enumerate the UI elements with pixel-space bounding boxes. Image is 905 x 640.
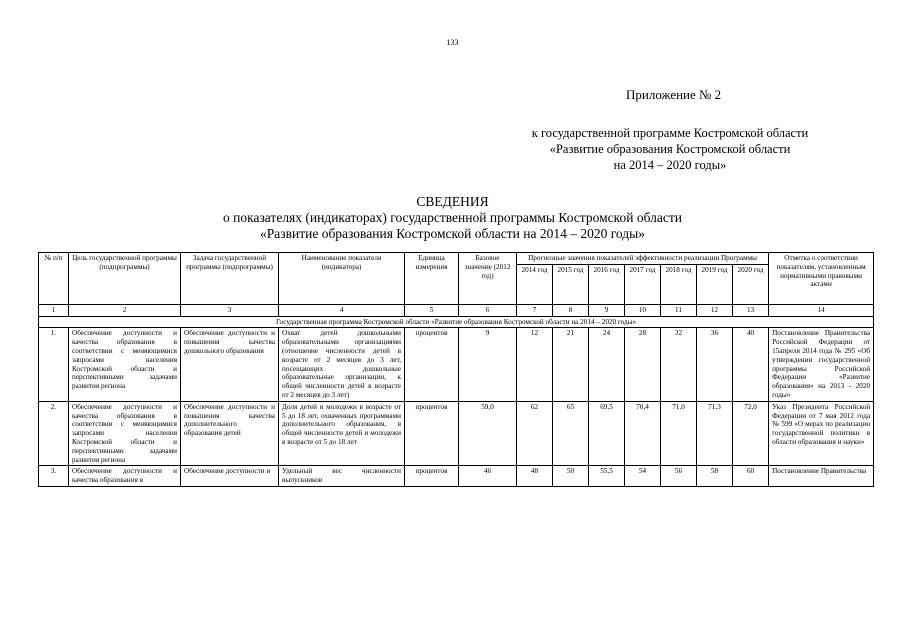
- row-value: 28: [625, 328, 661, 401]
- row-base: 9: [459, 328, 517, 401]
- row-value: 60: [733, 466, 769, 487]
- table-row: [39, 466, 874, 487]
- row-value: 54: [625, 466, 661, 487]
- header-note: Отметка о соответствии показателям, установленным нормативными правовыми актами: [769, 253, 874, 305]
- row-task: Обеспечение доступности и повышения качества дополнительного образования детей: [181, 401, 279, 466]
- row-value: 72,0: [733, 401, 769, 466]
- row-base: 46: [459, 466, 517, 487]
- header-row: [39, 253, 874, 265]
- col-number: 5: [405, 304, 459, 316]
- table-row: [39, 328, 874, 401]
- row-value: 32: [661, 328, 697, 401]
- col-number: 9: [589, 304, 625, 316]
- row-task: Обеспечение доступности и повышения качества дошкольного образования: [181, 328, 279, 401]
- section-title: Государственная программа Костромской области «Развитие образования Костромской области на 2014 – 2020 годы»: [39, 316, 874, 328]
- document-heading: [0, 194, 905, 242]
- col-number: 14: [769, 304, 874, 316]
- row-value: 36: [697, 328, 733, 401]
- header-forecast: Прогнозные значения показателей эффективности реализации Программы: [517, 253, 769, 265]
- col-number: 7: [517, 304, 553, 316]
- col-number: 13: [733, 304, 769, 316]
- col-number: 6: [459, 304, 517, 316]
- row-task: Обеспечение доступности и: [181, 466, 279, 487]
- row-unit: процентов: [405, 466, 459, 487]
- row-value: 71,3: [697, 401, 733, 466]
- header-goal: Цель государственной программы (подпрограммы): [69, 253, 181, 305]
- column-numbers-row: [39, 304, 874, 316]
- col-number: 10: [625, 304, 661, 316]
- row-value: 24: [589, 328, 625, 401]
- appendix-reference: [470, 125, 870, 173]
- appendix-title: Приложение № 2: [626, 87, 722, 102]
- row-indicator: Охват детей дошкольными образовательными организациями (отношение численности детей в возрасте от 2 месяцев до 3 лет, посещающих дошкольные образовательные организации, к общей численности детей в возрасте от 2 месяцев до 3 лет): [279, 328, 405, 401]
- row-value: 62: [517, 401, 553, 466]
- header-year: 2018 год: [661, 264, 697, 304]
- row-value: 50: [553, 466, 589, 487]
- header-base: Базовое значение (2012 год): [459, 253, 517, 305]
- row-goal: Обеспечение доступности и качества образования в соответствии с меняющимися запросами населения Костромской области и перспективными задачами развития региона: [69, 401, 181, 466]
- page-number: 133: [446, 38, 459, 47]
- header-year: 2017 год: [625, 264, 661, 304]
- col-number: 1: [39, 304, 69, 316]
- col-number: 12: [697, 304, 733, 316]
- row-value: 65: [553, 401, 589, 466]
- appendix-ref-line: «Развитие образования Костромской области: [549, 142, 791, 156]
- col-number: 2: [69, 304, 181, 316]
- row-note: Постановление Правительства Российской Федерации от 15апреля 2014 года № 295 «Об утверждении государственной программы Российской Федерации «Развитие образования» на 2013 - 2020 годы»: [769, 328, 874, 401]
- header-year: 2015 год: [553, 264, 589, 304]
- header-unit: Единица измерения: [405, 253, 459, 305]
- row-value: 55,5: [589, 466, 625, 487]
- col-number: 8: [553, 304, 589, 316]
- col-number: 4: [279, 304, 405, 316]
- row-num: 2.: [39, 401, 69, 466]
- appendix-ref-line: на 2014 – 2020 годы»: [613, 158, 727, 172]
- row-num: 1.: [39, 328, 69, 401]
- indicators-table: [38, 252, 874, 487]
- row-value: 56: [661, 466, 697, 487]
- heading-svedeniya: СВЕДЕНИЯ: [416, 194, 489, 209]
- row-value: 71,0: [661, 401, 697, 466]
- heading-line: «Развитие образования Костромской области на 2014 – 2020 годы»: [260, 226, 645, 241]
- row-value: 69,5: [589, 401, 625, 466]
- row-note: Указ Президента Российской Федерации от 7 мая 2012 года № 599 «О мерах по реализации государственной политики в области образования и науки»: [769, 401, 874, 466]
- row-value: 40: [733, 328, 769, 401]
- row-value: 58: [697, 466, 733, 487]
- row-value: 70,4: [625, 401, 661, 466]
- col-number: 3: [181, 304, 279, 316]
- header-num: № п/п: [39, 253, 69, 305]
- row-value: 12: [517, 328, 553, 401]
- row-unit: процентов: [405, 401, 459, 466]
- heading-line: о показателях (индикаторах) государственной программы Костромской области: [223, 210, 682, 225]
- header-indicator: Наименование показателя (индикатора): [279, 253, 405, 305]
- row-value: 48: [517, 466, 553, 487]
- row-indicator: Удельный вес численности выпускников: [279, 466, 405, 487]
- header-task: Задача государственной программы (подпрограммы): [181, 253, 279, 305]
- row-goal: Обеспечение доступности и качества образования в: [69, 466, 181, 487]
- header-year: 2020 год: [733, 264, 769, 304]
- row-num: 3.: [39, 466, 69, 487]
- section-row: [39, 316, 874, 328]
- row-indicator: Доля детей и молодежи в возрасте от 5 до 18 лет, охваченных программами дополнительного образования, в общей численности детей и молодежи в возрасте от 5 до 18 лет: [279, 401, 405, 466]
- header-year: 2014 год: [517, 264, 553, 304]
- row-unit: процентов: [405, 328, 459, 401]
- row-note: Постановление Правительства: [769, 466, 874, 487]
- row-base: 59,0: [459, 401, 517, 466]
- col-number: 11: [661, 304, 697, 316]
- appendix-ref-line: к государственной программе Костромской области: [531, 126, 809, 140]
- table-row: [39, 401, 874, 466]
- row-value: 21: [553, 328, 589, 401]
- row-goal: Обеспечение доступности и качества образования в соответствии с меняющимися запросами населения Костромской области и перспективными задачами развития региона: [69, 328, 181, 401]
- header-year: 2016 год: [589, 264, 625, 304]
- header-year: 2019 год: [697, 264, 733, 304]
